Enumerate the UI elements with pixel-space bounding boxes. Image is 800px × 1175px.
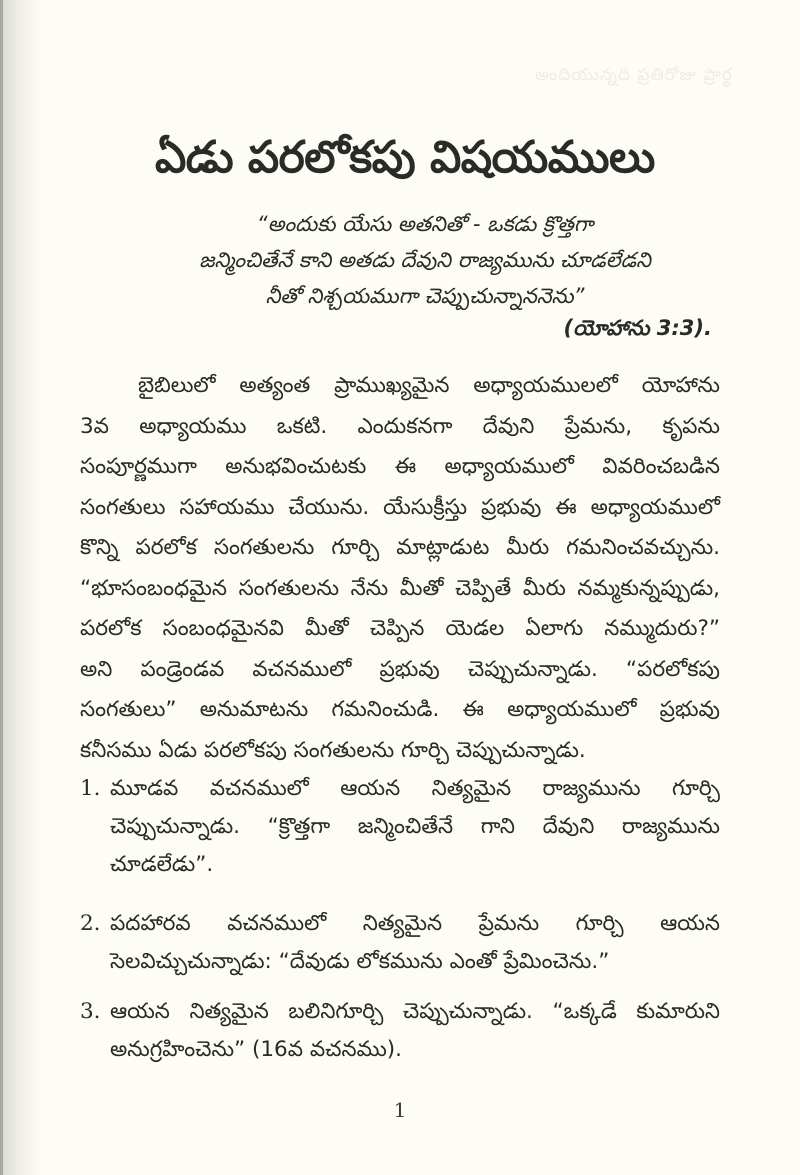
scripture-reference: (యోహాను 3:3).	[563, 316, 712, 340]
body-line: సంపూర్ణముగా అనుభవించుటకు ఈ అధ్యాయములో వివరించబడిన	[80, 454, 720, 479]
list-line: అనుగ్రహించెను” (16వ వచనము).	[110, 1037, 402, 1062]
body-line: “భూసంబంధమైన సంగతులను నేను మీతో చెప్పితే మీరు నమ్మకున్నప్పుడు,	[80, 575, 720, 601]
binding-shadow	[0, 0, 40, 1175]
body-line: బైబిలులో అత్యంత ప్రాముఖ్యమైన అధ్యాయములలో యోహాను	[138, 373, 720, 398]
body-line: అని పండ్రెండవ వచనములో ప్రభువు చెప్పుచున్నాడు. “పరలోకపు	[80, 656, 720, 682]
list-number: 1.	[80, 776, 101, 801]
list-number: 3.	[80, 999, 101, 1024]
list-item	[80, 770, 720, 884]
body-line: కొన్ని పరలోక సంగతులను గూర్చి మాట్లాడుట మీరు గమనించవచ్చును.	[80, 535, 720, 560]
list-line: మూడవ వచనములో ఆయన నిత్యమైన రాజ్యమును గూర్చి	[110, 776, 720, 801]
list-line: పదహారవ వచనములో నిత్యమైన ప్రేమను గూర్చి ఆయన	[110, 911, 720, 936]
list-line: చూడలేడు”.	[110, 852, 214, 877]
list-line: చెప్పుచున్నాడు. “క్రొత్తగా జన్మించితేనే గాని దేవుని రాజ్యమును	[110, 814, 720, 839]
show-through-text: అందియున్నది ప్రతిరోజు ప్రార్థ	[535, 65, 733, 85]
list-item	[80, 993, 720, 1069]
page-title: ఏడు పరలోకపు విషయములు	[155, 132, 655, 184]
epigraph-line: “అందుకు యేసు అతనితో - ఒకడు క్రొత్తగా	[256, 212, 594, 236]
epigraph-line: నీతో నిశ్చయముగా చెప్పుచున్నాననెను”	[265, 284, 585, 308]
body-line: సంగతులు” అనుమాటను గమనించుడి. ఈ అధ్యాయములో ప్రభువు	[80, 697, 720, 722]
list-item	[80, 905, 720, 981]
list-line: సెలవిచ్చుచున్నాడు: “దేవుడు లోకమును ఎంతో ప్రేమించెను.”	[110, 949, 610, 974]
body-line: 3వ అధ్యాయము ఒకటి. ఎందుకనగా దేవుని ప్రేమను, కృపను	[80, 413, 720, 439]
body-paragraph	[80, 366, 720, 771]
epigraph-line: జన్మించితేనే కాని అతడు దేవుని రాజ్యమును చూడలేడని	[199, 248, 651, 272]
list-number: 2.	[80, 911, 101, 936]
body-line: సంగతులు సహాయము చేయును. యేసుక్రీస్తు ప్రభువు ఈ అధ్యాయములో	[80, 494, 720, 520]
page-number: 1	[393, 1098, 407, 1122]
binding-edge	[0, 0, 3, 1175]
body-line: పరలోక సంబంధమైనవి మీతో చెప్పిన యెడల ఏలాగు నమ్ముదురు?”	[80, 616, 720, 641]
body-line: కనీసము ఏడు పరలోకపు సంగతులను గూర్చి చెప్పుచున్నాడు.	[80, 737, 586, 763]
list-line: ఆయన నిత్యమైన బలినిగూర్చి చెప్పుచున్నాడు. “ఒక్కడే కుమారుని	[110, 999, 720, 1024]
epigraph-quote	[130, 206, 720, 314]
